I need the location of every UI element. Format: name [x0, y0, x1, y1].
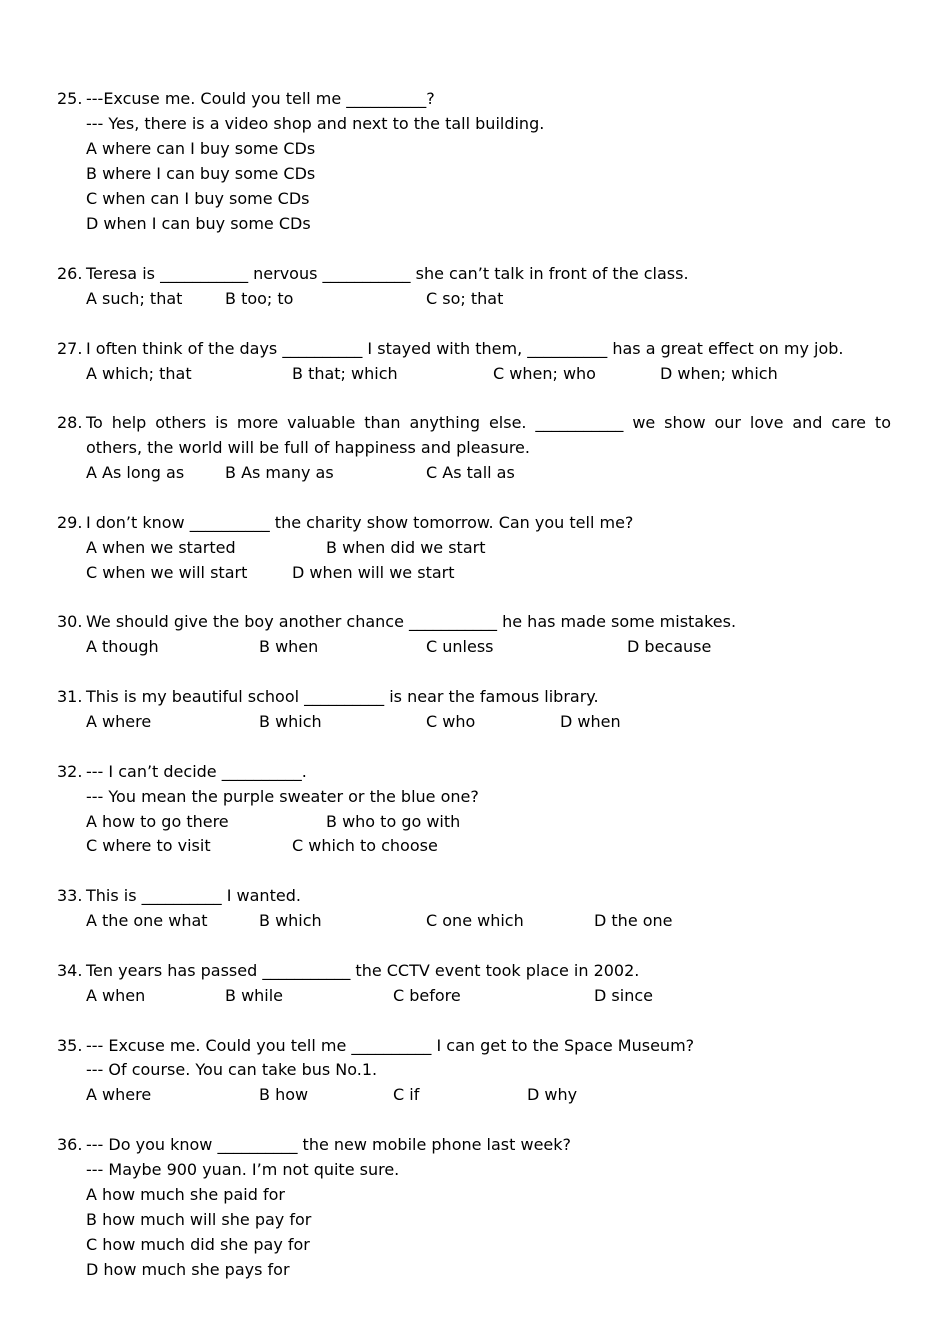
option-c: C when can I buy some CDs: [86, 189, 310, 208]
question-number: 28.: [57, 413, 83, 432]
question-stem: Ten years has passed ___________ the CCTV event took place in 2002.: [86, 961, 640, 980]
question-stem: --- You mean the purple sweater or the blue one?: [86, 787, 479, 806]
question-number: 27.: [57, 339, 83, 358]
question-stem: I don’t know __________ the charity show tomorrow. Can you tell me?: [86, 513, 634, 532]
option-b: B how: [259, 1085, 309, 1104]
option-b: B too; to: [225, 289, 294, 308]
question-stem: We should give the boy another chance ___________ he has made some mistakes.: [86, 612, 737, 631]
option-c: C when; who: [493, 364, 596, 383]
option-c: C when we will start: [86, 563, 248, 582]
question-stem: This is my beautiful school __________ is near the famous library.: [86, 687, 599, 706]
question-number: 36.: [57, 1135, 83, 1154]
option-a: A where can I buy some CDs: [86, 139, 316, 158]
question-stem: --- Of course. You can take bus No.1.: [86, 1060, 378, 1079]
option-a: A though: [86, 637, 159, 656]
option-d: D how much she pays for: [86, 1260, 290, 1279]
question-stem: --- Yes, there is a video shop and next to the tall building.: [86, 114, 545, 133]
question-number: 35.: [57, 1036, 83, 1055]
question-number: 31.: [57, 687, 83, 706]
option-a: A As long as: [86, 463, 185, 482]
option-b: B which: [259, 911, 322, 930]
question-stem: This is __________ I wanted.: [86, 886, 301, 905]
question-stem: others, the world will be full of happiness and pleasure.: [86, 438, 530, 457]
option-c: C how much did she pay for: [86, 1235, 310, 1254]
option-c: C if: [393, 1085, 420, 1104]
option-a: A when we started: [86, 538, 236, 557]
option-b: B while: [225, 986, 284, 1005]
option-a: A when: [86, 986, 146, 1005]
option-a: A where: [86, 1085, 152, 1104]
option-a: A such; that: [86, 289, 183, 308]
option-b: B that; which: [292, 364, 398, 383]
option-c: C As tall as: [426, 463, 515, 482]
question-number: 25.: [57, 89, 83, 108]
option-c: C unless: [426, 637, 494, 656]
option-b: B As many as: [225, 463, 334, 482]
option-b: B when: [259, 637, 319, 656]
question-stem: --- I can’t decide __________.: [86, 762, 307, 781]
option-b: B how much will she pay for: [86, 1210, 312, 1229]
question-stem: --- Excuse me. Could you tell me __________ I can get to the Space Museum?: [86, 1036, 695, 1055]
option-c: C one which: [426, 911, 524, 930]
option-d: D when I can buy some CDs: [86, 214, 311, 233]
option-b: B which: [259, 712, 322, 731]
question-stem: To help others is more valuable than anything else. ___________ we show our love and care to: [86, 413, 891, 432]
question-stem: I often think of the days __________ I stayed with them, __________ has a great effect on my job.: [86, 339, 844, 358]
question-number: 26.: [57, 264, 83, 283]
option-a: A which; that: [86, 364, 192, 383]
option-a: A how to go there: [86, 812, 229, 831]
question-number: 32.: [57, 762, 83, 781]
option-d: D why: [527, 1085, 578, 1104]
question-stem: ---Excuse me. Could you tell me __________?: [86, 89, 435, 108]
option-a: A how much she paid for: [86, 1185, 285, 1204]
question-number: 34.: [57, 961, 83, 980]
option-d: D because: [627, 637, 712, 656]
option-d: D when; which: [660, 364, 778, 383]
option-b: B when did we start: [326, 538, 486, 557]
option-b: B who to go with: [326, 812, 461, 831]
option-d: D the one: [594, 911, 673, 930]
question-number: 29.: [57, 513, 83, 532]
question-stem: --- Do you know __________ the new mobile phone last week?: [86, 1135, 572, 1154]
option-c: C before: [393, 986, 461, 1005]
option-a: A the one what: [86, 911, 208, 930]
option-c: C so; that: [426, 289, 504, 308]
option-b: B where I can buy some CDs: [86, 164, 316, 183]
option-d: C which to choose: [292, 836, 438, 855]
question-stem: Teresa is ___________ nervous ___________ she can’t talk in front of the class.: [86, 264, 689, 283]
option-c: C who: [426, 712, 476, 731]
question-number: 33.: [57, 886, 83, 905]
option-c: C where to visit: [86, 836, 211, 855]
option-d: D when: [560, 712, 621, 731]
option-d: D since: [594, 986, 653, 1005]
option-d: D when will we start: [292, 563, 455, 582]
option-a: A where: [86, 712, 152, 731]
question-number: 30.: [57, 612, 83, 631]
question-stem: --- Maybe 900 yuan. I’m not quite sure.: [86, 1160, 400, 1179]
